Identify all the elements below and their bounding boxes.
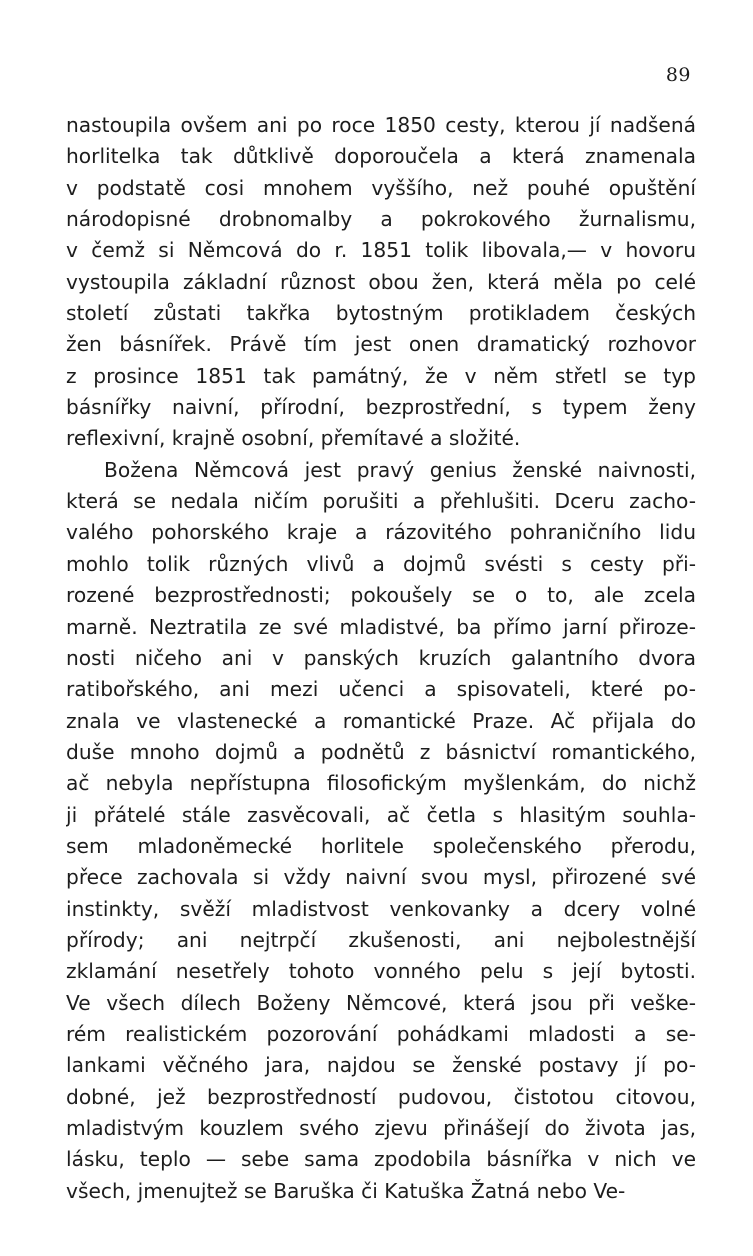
text-line: mohlo tolik různých vlivů a dojmů svésti s cesty při- (66, 551, 696, 576)
text-line: století zůstati takřka bytostným protikladem českých (66, 301, 696, 326)
text-line: nastoupila ovšem ani po roce 1850 cesty, kterou jí nadšená (66, 113, 696, 137)
text-line: Ve všech dílech Boženy Němcové, která jsou při veške- (66, 990, 696, 1015)
text-line: reflexivní, krajně osobní, přemítavé a složité. (66, 426, 521, 451)
text-line: přírody; ani nejtrpčí zkušenosti, ani nejbolestnější (66, 927, 696, 952)
text-line: znala ve vlastenecké a romantické Praze. Ač přijala do (66, 708, 696, 733)
text-line: zklamání nesetřely tohoto vonného pelu s její bytosti. (66, 959, 696, 984)
text-line: instinkty, svěží mladistvost venkovanky a dcery volné (66, 896, 696, 921)
text-line: přece zachovala si vždy naivní svou mysl, přirozené své (66, 865, 696, 890)
text-line: v čemž si Němcová do r. 1851 tolik libovala,— v hovoru (66, 238, 696, 263)
text-line: básnířky naivní, přírodní, bezprostřední, s typem ženy (66, 395, 696, 420)
text-line: ač nebyla nepřístupna filosofickým myšlenkám, do nichž (66, 771, 696, 796)
text-line: všech, jmenujtež se Baruška či Katuška Žatná nebo Ve- (66, 1178, 626, 1203)
text-line: ratibořského, ani mezi učenci a spisovateli, které po- (66, 677, 696, 702)
text-line: rém realistickém pozorování pohádkami mladosti a se- (66, 1021, 696, 1046)
text-line: vystoupila základní různost obou žen, která měla po celé (66, 269, 696, 294)
text-line: žen básnířek. Právě tím jest onen dramatický rozhovor (66, 332, 696, 357)
text-line: lankami věčného jara, najdou se ženské postavy jí po- (66, 1053, 696, 1078)
text-line: horlitelka tak důtklivě doporoučela a která znamenala (66, 144, 696, 169)
text-line: lásku, teplo — sebe sama zpodobila básnířka v nich ve (66, 1147, 696, 1172)
text-line: která se nedala ničím porušiti a přehlušiti. Dceru zacho- (66, 489, 696, 514)
text-line: rozené bezprostřednosti; pokoušely se o to, ale zcela (66, 583, 696, 608)
body-text (66, 110, 696, 1207)
text-line: marně. Neztratila ze své mladistvé, ba přímo jarní přiroze- (66, 614, 696, 639)
text-line: sem mladoněmecké horlitele společenského přerodu, (66, 833, 696, 858)
text-line: z prosince 1851 tak památný, že v něm střetl se typ (66, 363, 696, 388)
text-line: dobné, jež bezprostředností pudovou, čistotou citovou, (66, 1084, 696, 1109)
text-line: v podstatě cosi mnohem vyššího, než pouhé opuštění (66, 175, 696, 200)
text-line: nosti ničeho ani v panských kruzích galantního dvora (66, 645, 696, 670)
text-line: valého pohorského kraje a rázovitého pohraničního lidu (66, 520, 696, 545)
text-line: Božena Němcová jest pravý genius ženské naivnosti, (104, 457, 696, 482)
text-line: mladistvým kouzlem svého zjevu přinášejí do života jas, (66, 1116, 696, 1140)
page-number: 89 (665, 64, 691, 86)
text-line: národopisné drobnomalby a pokrokového žurnalismu, (66, 207, 696, 232)
text-line: ji přátelé stále zasvěcovali, ač četla s hlasitým souhla- (66, 802, 696, 827)
text-line: duše mnoho dojmů a podnětů z básnictví romantického, (66, 739, 696, 764)
